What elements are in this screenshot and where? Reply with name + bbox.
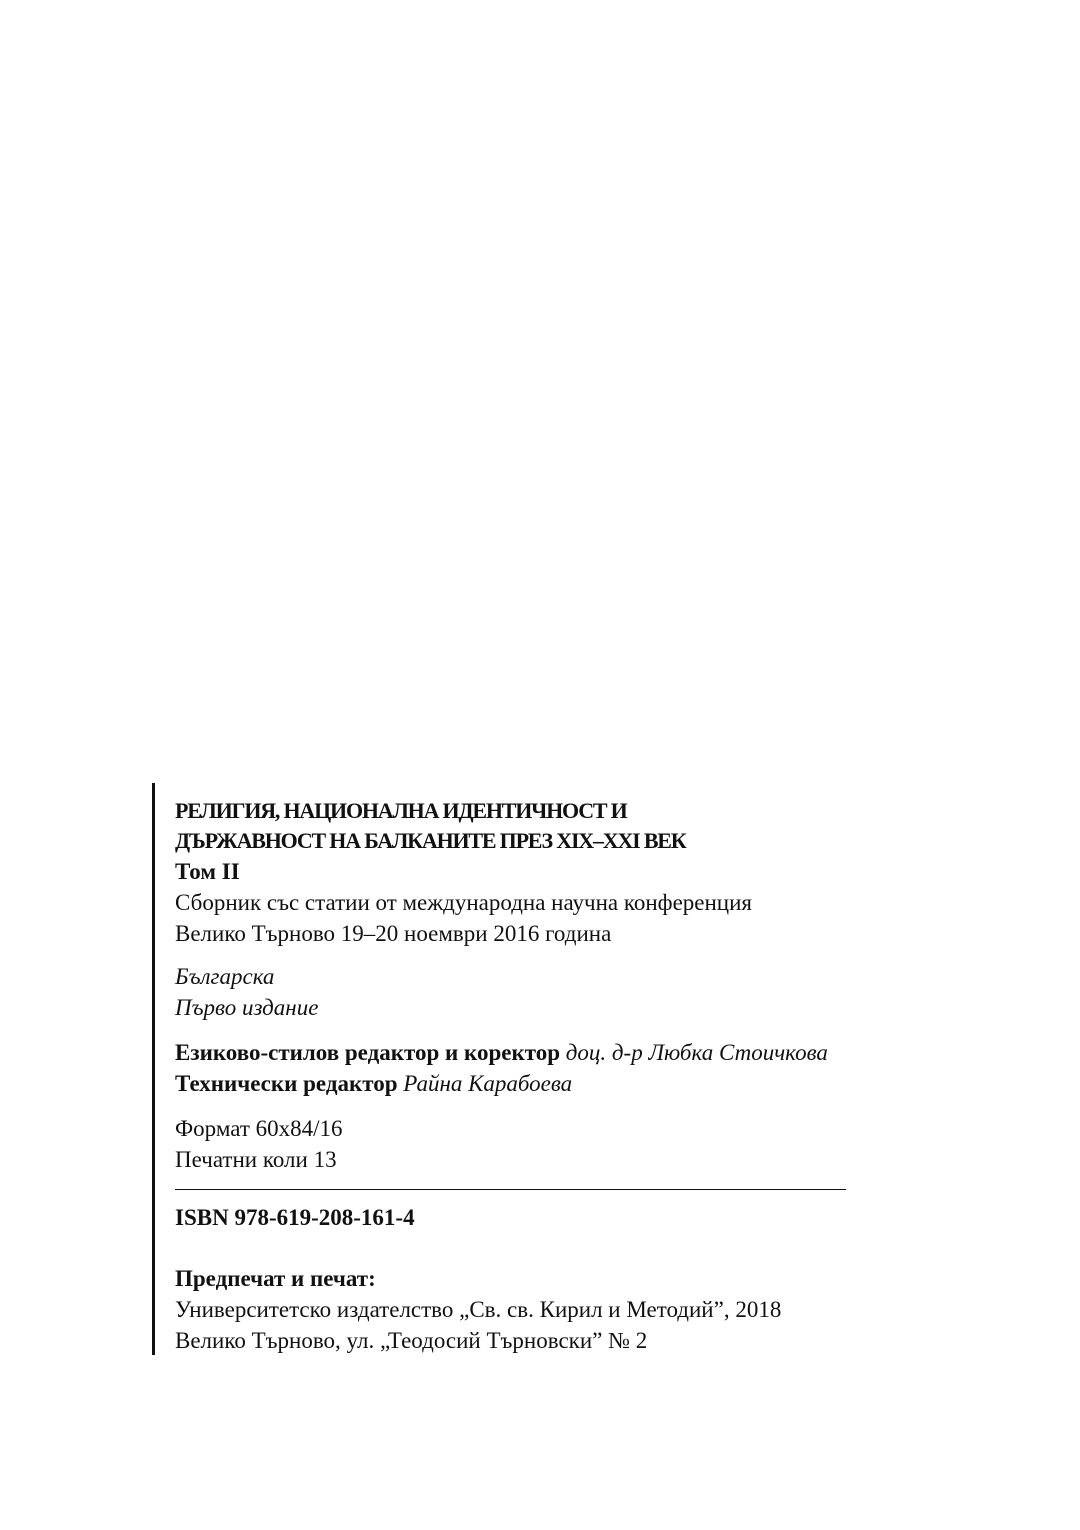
margin-vertical-rule — [152, 783, 155, 1355]
print-format: Формат 60x84/16 — [175, 1116, 343, 1141]
book-title-line-2: ДЪРЖАВНОСТ НА БАЛКАНИТЕ ПРЕЗ XIX–XXI ВЕК — [175, 828, 686, 853]
publisher-address: Велико Търново, ул. „Теодосий Търновски” № 2 — [175, 1328, 648, 1353]
publisher-name: Университетско издателство „Св. св. Кирил и Методий”, 2018 — [175, 1297, 782, 1322]
colophon-block — [175, 796, 935, 1356]
book-subtitle: Сборник със статии от международна научна конференция — [175, 890, 752, 915]
language-editor-label: Езиково-стилов редактор и коректор — [175, 1040, 561, 1065]
conference-place-date: Велико Търново 19–20 ноември 2016 година — [175, 921, 612, 946]
horizontal-divider — [175, 1189, 846, 1190]
book-title-line-1: РЕЛИГИЯ, НАЦИОНАЛНА ИДЕНТИЧНОСТ И — [175, 798, 627, 823]
language-editor-credit — [175, 1037, 935, 1068]
technical-editor-credit — [175, 1068, 935, 1099]
edition-number: Първо издание — [175, 995, 319, 1020]
printed-sheets: Печатни коли 13 — [175, 1147, 337, 1172]
edition-language: Българска — [175, 964, 275, 989]
isbn-number: ISBN 978-619-208-161-4 — [175, 1205, 415, 1230]
printer-heading: Предпечат и печат: — [175, 1266, 376, 1291]
technical-editor-name: Райна Карабоева — [403, 1071, 573, 1096]
volume-number: Том II — [175, 859, 240, 884]
technical-editor-label: Технически редактор — [175, 1071, 398, 1096]
language-editor-name: доц. д-р Любка Стоичкова — [565, 1040, 828, 1065]
